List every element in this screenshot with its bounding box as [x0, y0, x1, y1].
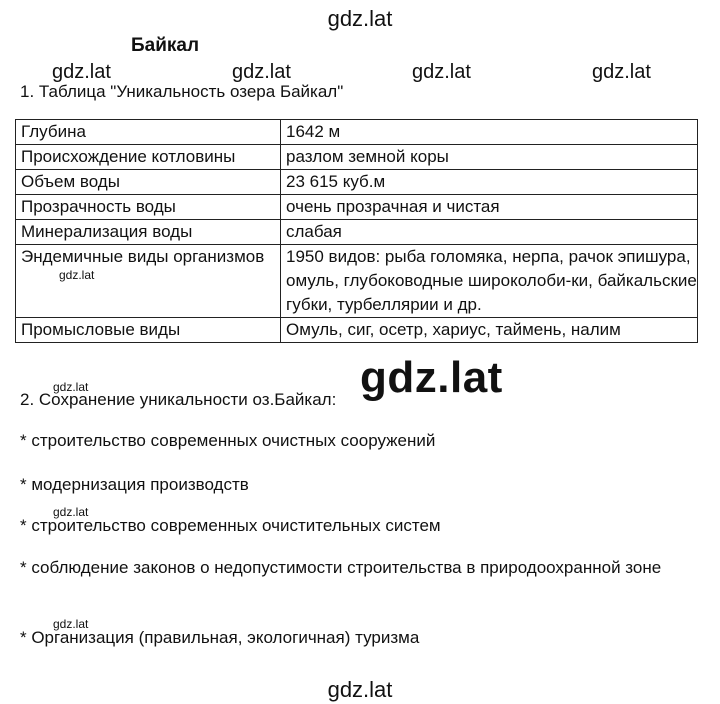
row-label: Минерализация воды [16, 220, 281, 245]
table-row [16, 195, 698, 220]
table-row [16, 318, 698, 343]
page-title: Байкал [131, 35, 200, 56]
row-value: 1950 видов: рыба голомяка, нерпа, рачок эпишура, омуль, глубоководные широколоби-ки, байкальские губки, турбеллярии и др. [281, 245, 698, 318]
row-label: Происхождение котловины [16, 145, 281, 170]
watermark-row-3: gdz.lat [412, 61, 471, 83]
row-label: Эндемичные виды организмов [16, 245, 281, 318]
table-caption: 1. Таблица "Уникальность озера Байкал" [20, 82, 344, 101]
uniqueness-table [15, 119, 698, 343]
watermark-bottom: gdz.lat [327, 677, 393, 702]
list-item: * соблюдение законов о недопустимости строительства в природоохранной зоне [20, 558, 662, 577]
watermark-large: gdz.lat [360, 353, 503, 402]
list-item: * строительство современных очистных сооружений [20, 431, 436, 450]
section-heading: 2. Сохранение уникальности оз.Байкал: [20, 390, 337, 409]
row-value: 1642 м [281, 120, 698, 145]
row-value: слабая [281, 220, 698, 245]
table-row [16, 220, 698, 245]
row-label: Прозрачность воды [16, 195, 281, 220]
watermark-table: gdz.lat [59, 268, 95, 282]
watermark-bullet3: gdz.lat [53, 505, 89, 519]
list-item: * строительство современных очистительных систем [20, 516, 441, 535]
row-label: Объем воды [16, 170, 281, 195]
watermark-bullet5: gdz.lat [53, 617, 89, 631]
watermark-top: gdz.lat [327, 6, 393, 31]
row-label: Глубина [16, 120, 281, 145]
table-row [16, 120, 698, 145]
row-label: Промысловые виды [16, 318, 281, 343]
watermark-row-2: gdz.lat [232, 61, 291, 83]
list-item: * Организация (правильная, экологичная) туризма [20, 628, 420, 647]
row-value: разлом земной коры [281, 145, 698, 170]
watermark-section: gdz.lat [53, 380, 89, 394]
list-item: * модернизация производств [20, 475, 249, 494]
table-row [16, 245, 698, 318]
row-value: 23 615 куб.м [281, 170, 698, 195]
row-value: Омуль, сиг, осетр, хариус, таймень, налим [281, 318, 698, 343]
table-row [16, 145, 698, 170]
watermark-row-4: gdz.lat [592, 61, 651, 83]
watermark-row-1: gdz.lat [52, 61, 111, 83]
table-row [16, 170, 698, 195]
row-value: очень прозрачная и чистая [281, 195, 698, 220]
